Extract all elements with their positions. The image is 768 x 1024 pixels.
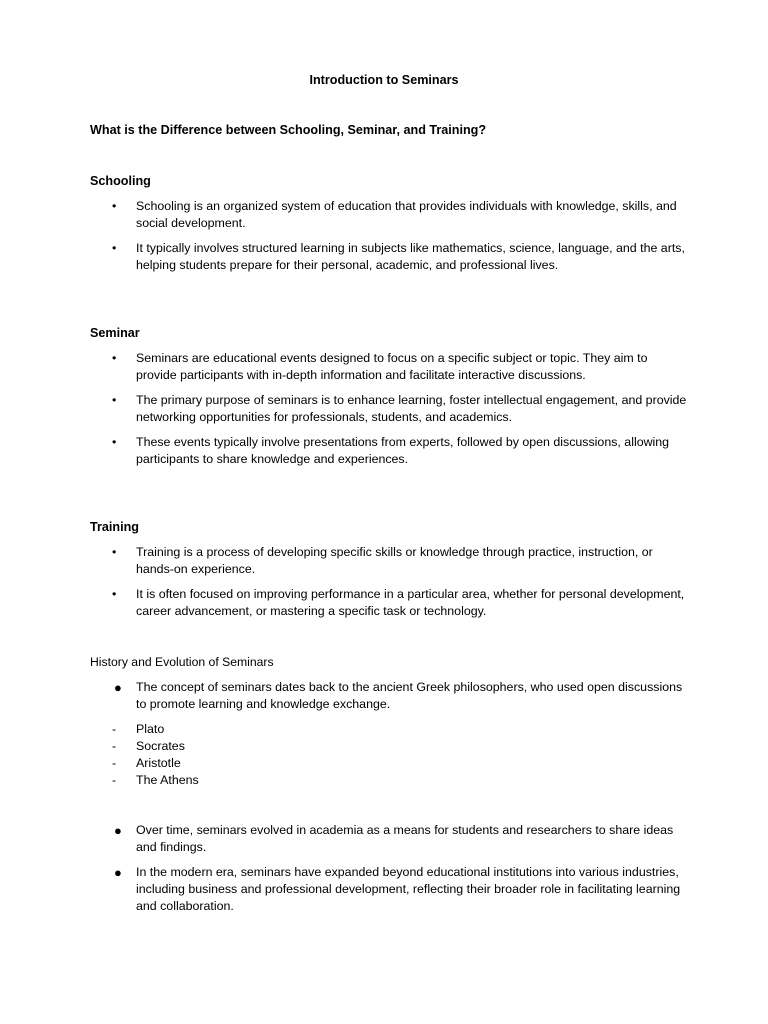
list-item [90,392,690,426]
list-item-text: The primary purpose of seminars is to enhance learning, foster intellectual engagement, and provide networking opportunities for professionals, students, and academics. [136,393,687,424]
list-item [90,240,690,274]
bullet-icon: • [112,435,117,449]
schooling-list [90,198,690,274]
bullet-icon: • [112,351,117,365]
dash-bullet-icon: - [112,739,117,753]
bullet-icon: • [112,587,117,601]
training-list [90,544,690,620]
history-section [90,654,690,923]
list-item [90,679,690,713]
schooling-section [90,173,690,282]
dot-bullet-icon: ● [114,865,122,880]
list-item [90,586,690,620]
list-item-text: Plato [136,722,165,736]
dash-bullet-icon: - [112,756,117,770]
list-item-text: The Athens [136,773,199,787]
list-item-text: Seminars are educational events designed to focus on a specific subject or topic. They aim to provide participants with in-depth information and facilitate interactive discussions. [136,351,648,382]
dash-bullet-icon: - [112,773,117,787]
list-item [90,434,690,468]
training-section [90,519,690,628]
list-item [90,350,690,384]
history-heading: History and Evolution of Seminars [90,655,274,669]
history-later-list [90,822,690,915]
seminar-section [90,325,690,476]
list-item-text: The concept of seminars dates back to the ancient Greek philosophers, who used open discussions to promote learning and knowledge exchange. [136,680,683,711]
dot-bullet-icon: ● [114,680,122,695]
seminar-list [90,350,690,468]
list-item [90,738,690,755]
list-item [90,755,690,772]
dash-bullet-icon: - [112,722,117,736]
list-item [90,864,690,915]
list-item-text: Aristotle [136,756,181,770]
question-heading: What is the Difference between Schooling, Seminar, and Training? [90,123,487,137]
dot-bullet-icon: ● [114,823,122,838]
list-item [90,822,690,856]
document-title: Introduction to Seminars [309,73,459,87]
list-item-text: It typically involves structured learning in subjects like mathematics, science, language, and the arts, helping students prepare for their personal, academic, and professional lives. [136,241,685,272]
list-item [90,721,690,738]
bullet-icon: • [112,393,117,407]
list-item-text: Socrates [136,739,185,753]
list-item-text: These events typically involve presentations from experts, followed by open discussions, allowing participants to share knowledge and experiences. [136,435,670,466]
bullet-icon: • [112,241,117,255]
seminar-heading: Seminar [90,326,140,340]
list-item-text: Training is a process of developing specific skills or knowledge through practice, instruction, or hands-on experience. [136,545,653,576]
list-item [90,198,690,232]
schooling-heading: Schooling [90,174,151,188]
list-item-text: Schooling is an organized system of education that provides individuals with knowledge, skills, and social development. [136,199,677,230]
history-first-list [90,679,690,713]
philosopher-list [90,721,690,789]
bullet-icon: • [112,545,117,559]
list-item [90,544,690,578]
training-heading: Training [90,520,139,534]
list-item-text: Over time, seminars evolved in academia as a means for students and researchers to share ideas and findings. [136,823,674,854]
list-item [90,772,690,789]
list-item-text: In the modern era, seminars have expanded beyond educational institutions into various industries, including business and professional development, reflecting their broader role in facilitating learning and collaboration. [136,865,681,913]
list-item-text: It is often focused on improving performance in a particular area, whether for personal development, career advancement, or mastering a specific task or technology. [136,587,685,618]
bullet-icon: • [112,199,117,213]
